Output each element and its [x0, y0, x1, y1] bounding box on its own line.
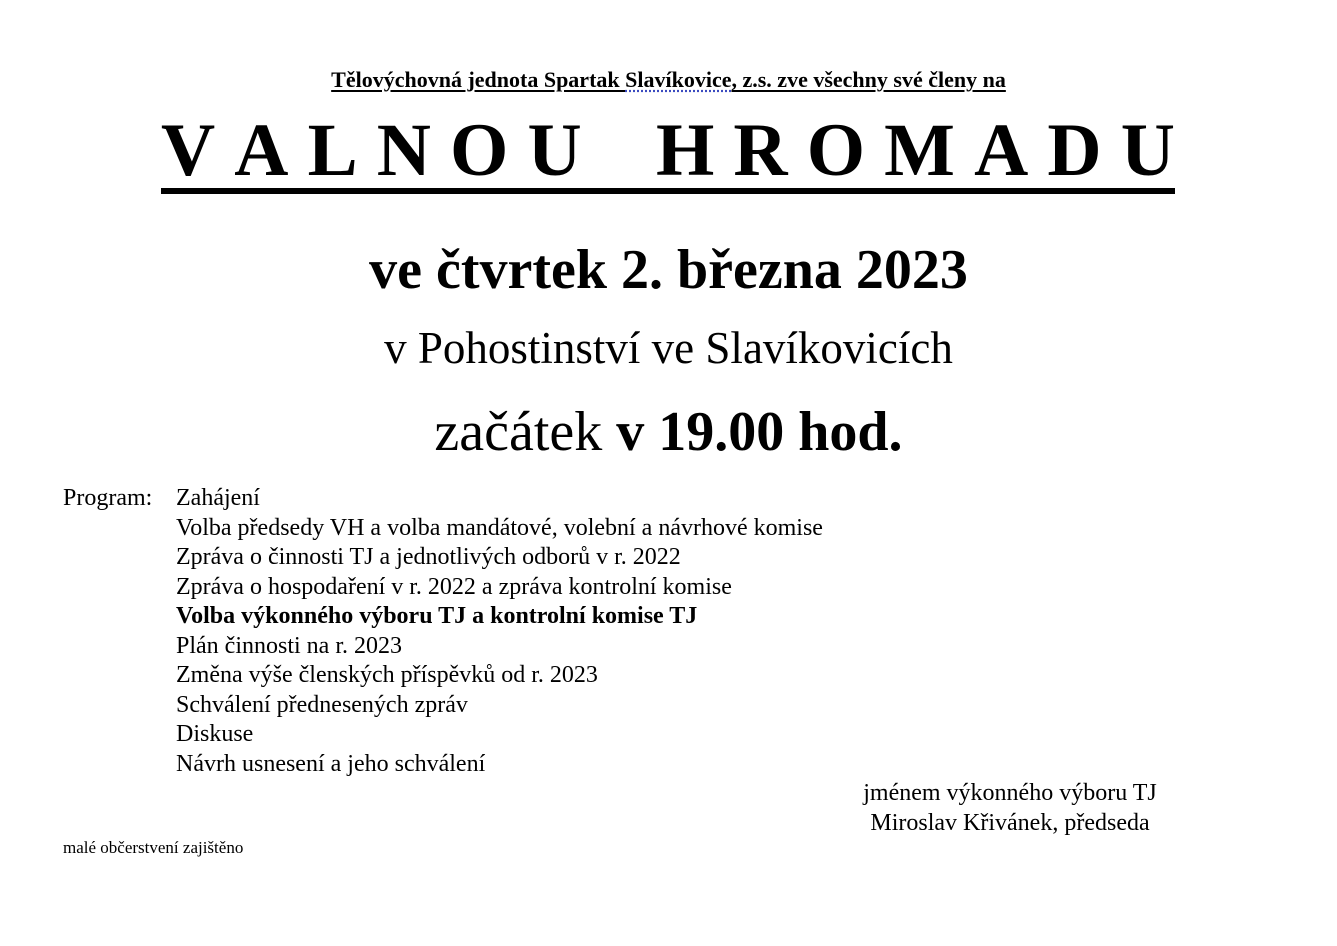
- event-date: ve čtvrtek 2. března 2023: [369, 239, 968, 301]
- program-item: Změna výše členských příspěvků od r. 2023: [176, 662, 598, 688]
- event-venue: v Pohostinství ve Slavíkovicích: [384, 323, 953, 373]
- title-letter: A: [974, 108, 1029, 192]
- start-prefix: začátek: [434, 401, 617, 463]
- title-letter: O: [806, 108, 866, 192]
- title-letter: H: [655, 108, 715, 192]
- program-list: [176, 484, 823, 779]
- title-letter: R: [733, 108, 788, 192]
- program-item: Volba výkonného výboru TJ a kontrolní komise TJ: [176, 603, 698, 629]
- title-letter: A: [234, 108, 289, 192]
- title-letter: M: [884, 108, 955, 192]
- title-letter: L: [307, 108, 358, 192]
- signature-line2: Miroslav Křivánek, předseda: [870, 809, 1150, 836]
- program-item: Diskuse: [176, 721, 254, 747]
- signature-block: [840, 779, 1180, 838]
- program-item: Návrh usnesení a jeho schválení: [176, 750, 486, 777]
- program-item: Zpráva o hospodaření v r. 2022 a zpráva kontrolní komise: [176, 573, 732, 600]
- program-item: Volba předsedy VH a volba mandátové, volební a návrhové komise: [176, 514, 823, 541]
- event-start: [0, 400, 1337, 464]
- intro-text-spellword: Slavíkovice: [625, 67, 732, 92]
- intro-text-part2: , z.s. zve všechny své členy na: [731, 67, 1006, 92]
- program-item: Schválení přednesených zpráv: [176, 691, 468, 718]
- title-letter: O: [450, 108, 509, 192]
- title-letter: V: [161, 108, 216, 192]
- program-item: Plán činnosti na r. 2023: [176, 632, 402, 659]
- intro-text-part1: Tělovýchovná jednota Spartak: [331, 67, 626, 92]
- signature-line1: jménem výkonného výboru TJ: [863, 780, 1157, 806]
- start-time: v 19.00 hod.: [616, 401, 903, 463]
- refreshment-note: malé občerstvení zajištěno: [63, 838, 244, 857]
- main-title: [161, 108, 1175, 194]
- title-letter: U: [1120, 108, 1175, 192]
- program-label: Program:: [63, 485, 153, 511]
- title-letter: N: [376, 108, 431, 192]
- invitation-intro: [0, 66, 1337, 94]
- program-item: Zpráva o činnosti TJ a jednotlivých odborů v r. 2022: [176, 544, 681, 570]
- title-letter: U: [527, 108, 582, 192]
- program-item: Zahájení: [176, 485, 260, 511]
- title-letter: D: [1047, 108, 1102, 192]
